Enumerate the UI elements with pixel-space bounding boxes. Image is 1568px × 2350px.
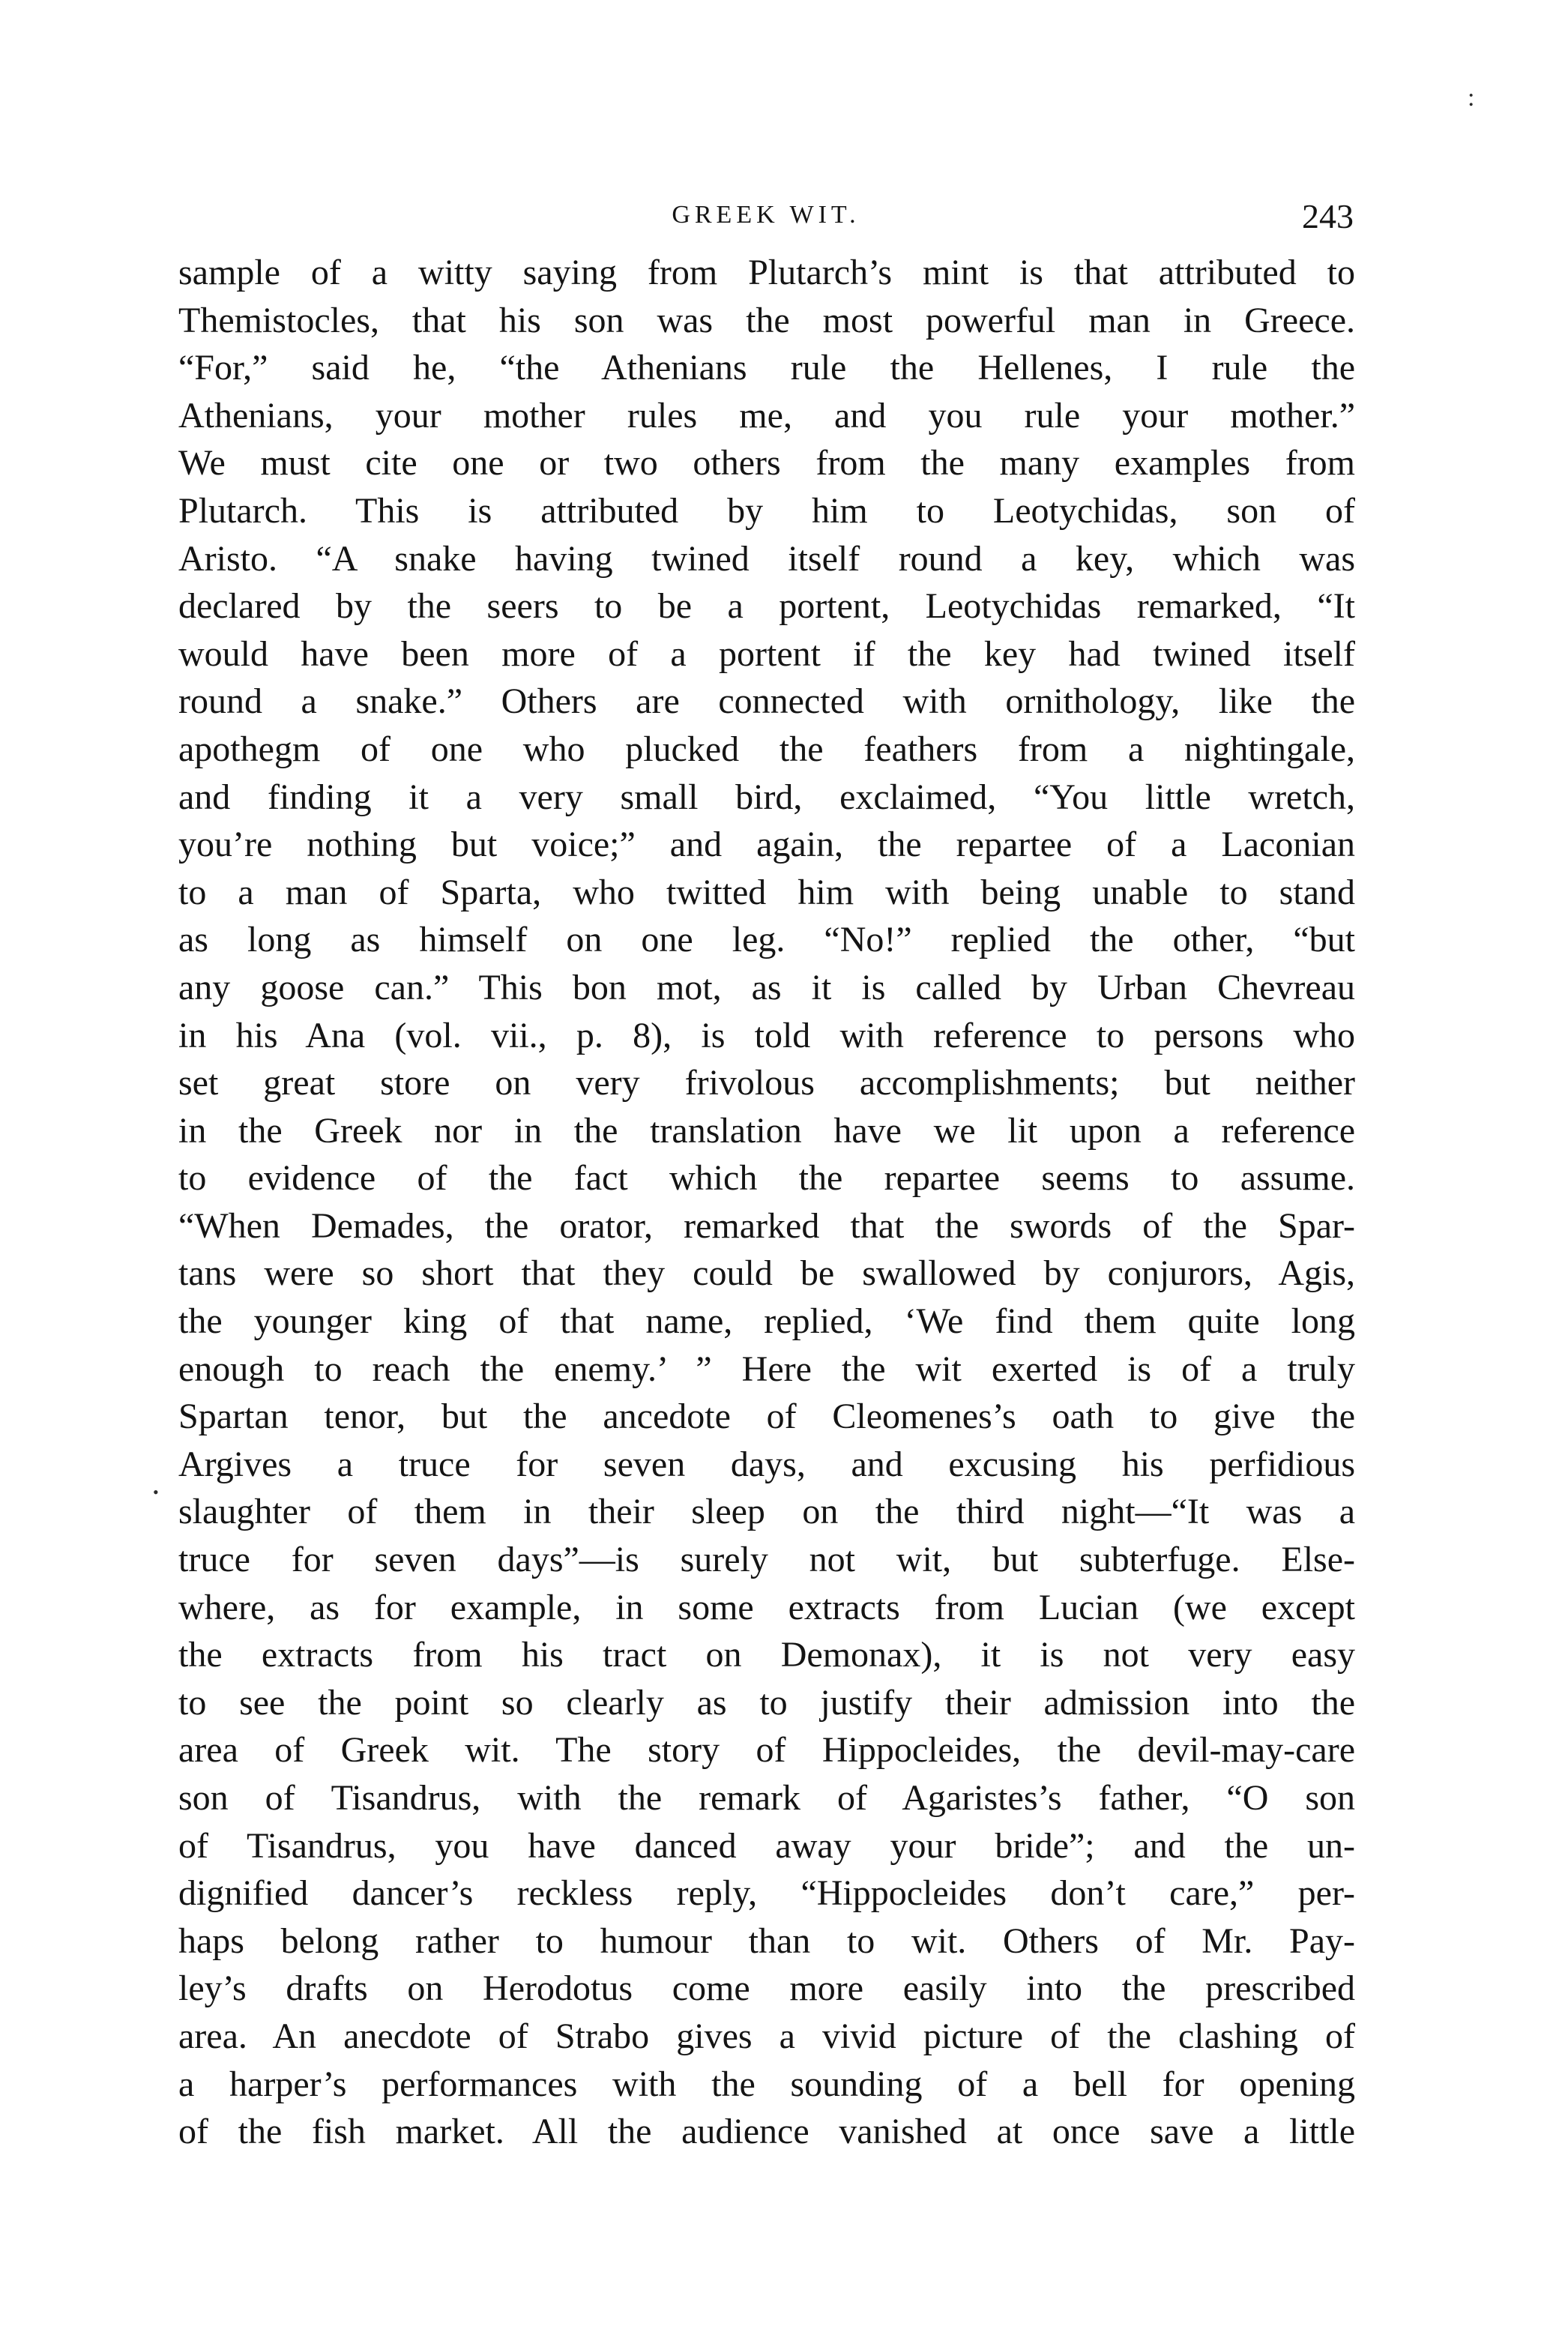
body-text	[178, 249, 1355, 2156]
text-line: to see the point so clearly as to justify their admission into the	[178, 1682, 1355, 1723]
text-line: Argives a truce for seven days, and excusing his perfidious	[178, 1444, 1355, 1484]
text-line: round a snake.” Others are connected with ornithology, like the	[178, 681, 1355, 722]
text-line: a harper’s performances with the sounding of a bell for opening	[178, 2064, 1355, 2104]
text-line: to a man of Sparta, who twitted him with being unable to stand	[178, 872, 1355, 912]
text-line: apothegm of one who plucked the feathers from a nightingale,	[178, 729, 1355, 769]
text-line: set great store on very frivolous accomplishments; but neither	[178, 1063, 1355, 1103]
text-line: Aristo. “A snake having twined itself round a key, which was	[178, 538, 1355, 579]
text-line: of the fish market. All the audience vanished at once save a little	[178, 2112, 1355, 2152]
text-line: truce for seven days”—is surely not wit, but subterfuge. Else-	[178, 1540, 1355, 1580]
text-line: slaughter of them in their sleep on the third night—“It was a	[178, 1492, 1355, 1532]
text-line: any goose can.” This bon mot, as it is called by Urban Chevreau	[178, 967, 1355, 1007]
text-line: of Tisandrus, you have danced away your bride”; and the un-	[178, 1825, 1355, 1866]
margin-mark-left-dot: •	[153, 1483, 159, 1501]
page-header	[178, 196, 1354, 249]
text-line: Spartan tenor, but the ancedote of Cleomenes’s oath to give the	[178, 1397, 1355, 1437]
text-line: in the Greek nor in the translation have we lit upon a reference	[178, 1110, 1355, 1151]
text-line: declared by the seers to be a portent, Leotychidas remarked, “It	[178, 586, 1355, 627]
text-line: “When Demades, the orator, remarked that the swords of the Spar-	[178, 1205, 1355, 1246]
text-line: “For,” said he, “the Athenians rule the Hellenes, I rule the	[178, 348, 1355, 388]
text-line: the extracts from his tract on Demonax), it is not very easy	[178, 1635, 1355, 1675]
text-line: We must cite one or two others from the many examples from	[178, 443, 1355, 483]
text-line: area. An anecdote of Strabo gives a vivid picture of the clashing of	[178, 2016, 1355, 2056]
text-line: where, as for example, in some extracts from Lucian (we except	[178, 1587, 1355, 1627]
text-line: son of Tisandrus, with the remark of Agaristes’s father, “O son	[178, 1778, 1355, 1818]
text-line: would have been more of a portent if the key had twined itself	[178, 633, 1355, 674]
text-line: the younger king of that name, replied, ‘We find them quite long	[178, 1301, 1355, 1342]
text-line: and finding it a very small bird, exclaimed, “You little wretch,	[178, 777, 1355, 817]
text-line: ley’s drafts on Herodotus come more easily into the prescribed	[178, 1968, 1355, 2009]
text-line: in his Ana (vol. vii., p. 8), is told with reference to persons who	[178, 1015, 1355, 1055]
running-head: GREEK WIT.	[672, 201, 860, 229]
text-line: tans were so short that they could be swallowed by conjurors, Agis,	[178, 1253, 1355, 1294]
text-line: Plutarch. This is attributed by him to Leotychidas, son of	[178, 490, 1355, 531]
page-number: 243	[1302, 197, 1354, 235]
text-line: Themistocles, that his son was the most powerful man in Greece.	[178, 300, 1355, 340]
margin-mark-top-right: :	[1468, 84, 1475, 112]
text-line: as long as himself on one leg. “No!” replied the other, “but	[178, 920, 1355, 960]
text-line: dignified dancer’s reckless reply, “Hippocleides don’t care,” per-	[178, 1873, 1355, 1914]
text-line: sample of a witty saying from Plutarch’s mint is that attributed to	[178, 253, 1355, 292]
text-line: Athenians, your mother rules me, and you rule your mother.”	[178, 395, 1355, 436]
text-line: enough to reach the enemy.’ ” Here the wit exerted is of a truly	[178, 1349, 1355, 1389]
text-line: area of Greek wit. The story of Hippocleides, the devil-may-care	[178, 1730, 1355, 1771]
text-line: haps belong rather to humour than to wit. Others of Mr. Pay-	[178, 1920, 1355, 1961]
text-line: you’re nothing but voice;” and again, the repartee of a Laconian	[178, 825, 1355, 865]
text-line: to evidence of the fact which the repartee seems to assume.	[178, 1158, 1355, 1199]
